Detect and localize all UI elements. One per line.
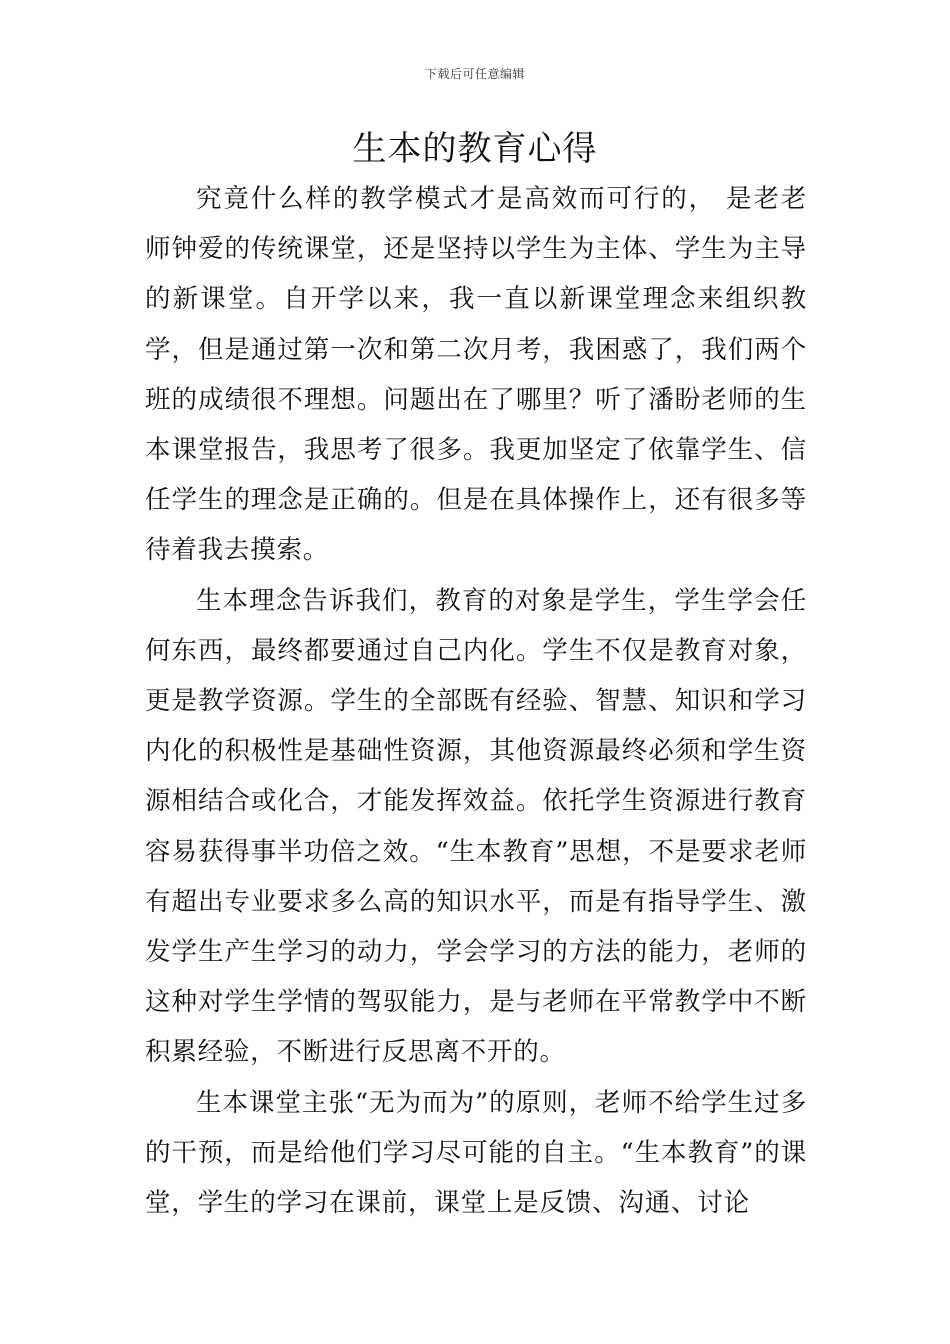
paragraph-1: 究竟什么样的教学模式才是高效而可行的， 是老老师钟爱的传统课堂，还是坚持以学生为主体、学生为主导的新课堂。自开学以来，我一直以新课堂理念来组织教学，但是通过第一次和第二次月考，我困惑了，我们两个班的成绩很不理想。问题出在了哪里？听了潘盼老师的生本课堂报告，我思考了很多。我更加坚定了依靠学生、信任学生的理念是正确的。但是在具体操作上，还有很多等待着我去摸索。 xyxy=(145,184,807,566)
document-title: 生本的教育心得 xyxy=(352,129,598,169)
header-note: 下载后可任意编辑 xyxy=(424,67,525,81)
paragraph-3: 生本课堂主张“无为而为”的原则，老师不给学生过多的干预，而是给他们学习尽可能的自主。“生本教育”的课堂，学生的学习在课前，课堂上是反馈、沟通、讨论 xyxy=(145,1087,807,1219)
document-body xyxy=(145,174,807,1228)
paragraph-2: 生本理念告诉我们，教育的对象是学生，学生学会任何东西，最终都要通过自己内化。学生不仅是教育对象，更是教学资源。学生的全部既有经验、智慧、知识和学习内化的积极性是基础性资源，其他资源最终必须和学生资源相结合或化合，才能发挥效益。依托学生资源进行教育容易获得事半功倍之效。“生本教育”思想，不是要求老师有超出专业要求多么高的知识水平，而是有指导学生、激发学生产生学习的动力，学会学习的方法的能力，老师的这种对学生学情的驾驭能力，是与老师在平常教学中不断积累经验，不断进行反思离不开的。 xyxy=(145,585,807,1068)
